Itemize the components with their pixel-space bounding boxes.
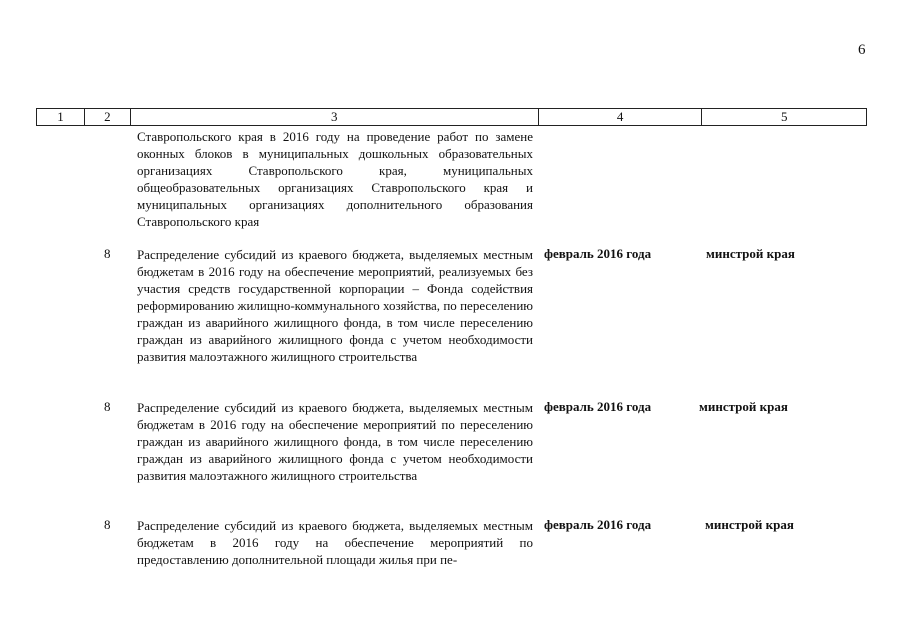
row-responsible: минстрой края xyxy=(699,399,788,414)
header-cell-5: 5 xyxy=(780,109,788,124)
page-number: 6 xyxy=(858,42,866,58)
header-cell-4: 4 xyxy=(539,109,703,125)
row-description: Распределение субсидий из краевого бюджета, выделяемых местным бюджетам в 2016 году на обеспечение мероприятий по переселению граждан из аварийного жилищного фонда, в том числе переселению граждан из аварийного жилищного фонда с учетом необходимости развития малоэтажного жилищного строительства xyxy=(137,400,533,483)
row-number: 8 xyxy=(104,517,111,532)
header-cell-2: 2 xyxy=(85,109,131,125)
row-deadline: февраль 2016 года xyxy=(544,399,652,414)
row-responsible: минстрой края xyxy=(706,246,795,261)
row-description: Распределение субсидий из краевого бюджета, выделяемых местным бюджетам в 2016 году на обеспечение мероприятий, реализуемых без участия средств государственной корпорации – Фонда содействия реформированию жилищно-коммунального хозяйства, по переселению граждан из аварийного жилищного фонда, в том числе переселению граждан из аварийного жилищного фонда с учетом необходимости развития малоэтажного жилищного строительства xyxy=(137,247,533,364)
row-deadline: февраль 2016 года xyxy=(544,246,652,261)
row-deadline: февраль 2016 года xyxy=(544,517,652,532)
row-number: 8 xyxy=(104,399,111,414)
header-cell-1: 1 xyxy=(37,109,85,125)
header-cell-3: 3 xyxy=(131,109,539,125)
continuation-text: Ставропольского края в 2016 году на проведение работ по замене оконных блоков в муниципальных дошкольных образовательных организациях Ставропольского края, муниципальных общеобразовательных организациях Ставропольского края и муниципальных организациях дополнительного образования Ставропольского края xyxy=(137,129,533,229)
table-header-row xyxy=(36,108,867,126)
row-number: 8 xyxy=(104,246,111,261)
row-responsible: минстрой края xyxy=(705,517,794,532)
row-description: Распределение субсидий из краевого бюджета, выделяемых местным бюджетам в 2016 году на обеспечение мероприятий по предоставлению дополнительной площади жилья при пе- xyxy=(137,518,533,567)
